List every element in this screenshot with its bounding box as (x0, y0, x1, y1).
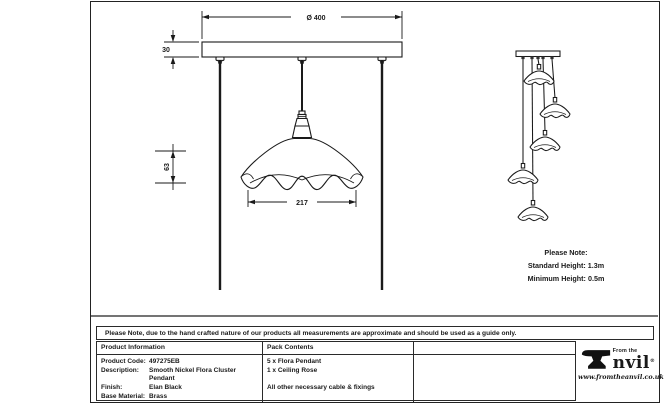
cluster-pendant-1 (524, 65, 554, 85)
front-view (155, 11, 402, 290)
dimension-arrow-icons (171, 35, 176, 64)
height-note-standard: Standard Height: 1.3m (527, 261, 605, 270)
pack-contents-cell (263, 355, 414, 402)
base-material-label: Base Material: (101, 392, 146, 400)
dim-rose-height-label: 30 (162, 47, 170, 54)
product-information-cell (97, 355, 263, 402)
dim-diameter-label: Ø 400 (306, 15, 326, 22)
dim-shade-height-label: 63 (164, 163, 171, 171)
height-note-minimum: Minimum Height: 0.5m (527, 274, 605, 283)
dimension-rose-height (162, 30, 199, 69)
flora-shade (241, 139, 363, 190)
cluster-pendant-3 (530, 131, 560, 151)
finish-label: Finish: (101, 384, 123, 392)
cluster-pendant-5 (518, 201, 548, 221)
cluster-ceiling-plate (516, 51, 560, 57)
ceiling-rose-bar (202, 42, 402, 57)
cluster-pendant-4 (508, 164, 538, 184)
product-code-value: 497275EB (149, 358, 180, 365)
height-note-title: Please Note: (544, 248, 588, 257)
pack-item: 5 x Flora Pendant (267, 358, 322, 365)
height-note-block (503, 246, 629, 285)
logo-prefix-text: From the (612, 348, 638, 354)
dimension-shade-height (155, 144, 186, 190)
dimension-diameter (202, 11, 402, 39)
spec-table (96, 341, 576, 401)
product-code-label: Product Code: (101, 358, 146, 365)
pack-item: All other necessary cable & fixings (267, 384, 375, 392)
description-label: Description: (101, 366, 139, 374)
dimension-shade-width (248, 190, 356, 207)
measurement-disclaimer-text: Please Note, due to the hand crafted nature of our products all measurements are approximate and should be used as a guide only. (105, 329, 517, 337)
description-label-cont (101, 375, 147, 384)
cluster-view (508, 51, 570, 221)
measurement-disclaimer-strip (96, 326, 654, 340)
registered-mark: ® (649, 358, 656, 364)
pack-item-spacer (267, 375, 409, 384)
product-information-header: Product Information (97, 342, 263, 355)
description-value: Smooth Nickel Flora Cluster (149, 366, 237, 374)
description-value-cont: Pendant (149, 375, 175, 383)
pack-contents-header: Pack Contents (263, 342, 414, 355)
finish-value: Elan Black (149, 384, 182, 392)
anvil-icon (581, 347, 611, 371)
pack-item: 1 x Ceiling Rose (267, 366, 318, 374)
logo-website: www.fromtheanvil.co.uk (578, 373, 664, 381)
logo-brand-text: nvil® (612, 353, 656, 373)
from-the-anvil-logo (578, 347, 664, 381)
lamp-holder (293, 111, 312, 138)
dim-shade-width-label: 217 (296, 200, 308, 207)
base-material-value: Brass (149, 392, 168, 400)
empty-column-cell (414, 355, 575, 402)
empty-column-header (414, 342, 575, 355)
